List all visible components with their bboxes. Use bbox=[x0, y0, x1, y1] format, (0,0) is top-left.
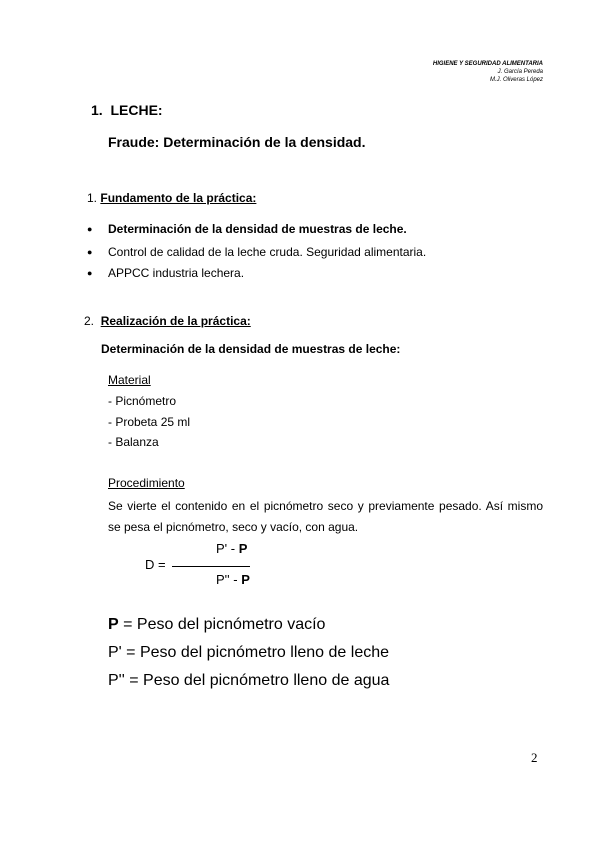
material-item: - Picnómetro bbox=[108, 394, 177, 408]
main-heading bbox=[91, 102, 163, 118]
definition-text: = Peso del picnómetro vacío bbox=[118, 616, 326, 633]
procedure-text: Se vierte el contenido en el picnómetro seco y previamente pesado. Así mismo se pesa el picnómetro, seco y vacío, con agua. bbox=[108, 499, 543, 534]
definition-symbol: P' bbox=[108, 644, 122, 661]
main-subtitle: Fraude: Determinación de la densidad. bbox=[108, 134, 366, 150]
definition-line bbox=[108, 644, 389, 662]
formula-denominator bbox=[216, 572, 250, 587]
main-heading-number: 1. bbox=[91, 102, 103, 118]
page-number: 2 bbox=[531, 750, 538, 765]
material-item: - Balanza bbox=[108, 435, 159, 449]
bullet-dot-icon: ● bbox=[87, 268, 93, 278]
bullet-item bbox=[87, 245, 426, 259]
formula-numerator-b: P bbox=[238, 541, 248, 556]
section-2-title: Realización de la práctica: bbox=[100, 314, 251, 328]
section-2-number: 2. bbox=[84, 314, 95, 328]
formula-lhs: D = bbox=[145, 557, 166, 572]
definition-text: = Peso del picnómetro lleno de leche bbox=[121, 644, 390, 661]
bullet-dot-icon: ● bbox=[87, 224, 93, 234]
procedure-label: Procedimiento bbox=[108, 476, 185, 490]
section-1-heading bbox=[87, 191, 256, 205]
material-label: Material bbox=[108, 373, 151, 387]
formula-denominator-b: P bbox=[241, 572, 250, 587]
section-2-subtitle: Determinación de la densidad de muestras de leche: bbox=[101, 342, 401, 356]
header-author-1: J. García Pereda bbox=[497, 69, 543, 75]
bullet-dot-icon: ● bbox=[87, 247, 93, 257]
formula-numerator bbox=[216, 541, 247, 556]
definition-symbol: P bbox=[108, 616, 119, 633]
fraction-bar bbox=[172, 566, 250, 567]
section-1-number: 1. bbox=[87, 191, 98, 205]
bullet-text: Control de calidad de la leche cruda. Seguridad alimentaria. bbox=[108, 245, 427, 259]
formula-numerator-a: P' - bbox=[216, 541, 239, 556]
section-2-heading bbox=[84, 314, 251, 328]
definition-line bbox=[108, 672, 389, 690]
bullet-text: Determinación de la densidad de muestras de leche. bbox=[108, 222, 407, 236]
material-item: - Probeta 25 ml bbox=[108, 415, 191, 429]
section-1-title: Fundamento de la práctica: bbox=[100, 191, 257, 205]
main-heading-title: LECHE: bbox=[110, 102, 163, 118]
header-author-2: M.J. Oliveras López bbox=[489, 77, 543, 83]
header-course: HIGIENE Y SEGURIDAD ALIMENTARIA bbox=[432, 61, 543, 67]
bullet-item bbox=[87, 222, 407, 236]
formula-denominator-a: P'' - bbox=[216, 572, 242, 587]
definition-text: = Peso del picnómetro lleno de agua bbox=[124, 672, 390, 689]
definition-line bbox=[108, 616, 325, 634]
definition-symbol: P'' bbox=[108, 672, 125, 689]
bullet-item bbox=[87, 266, 244, 280]
bullet-text: APPCC industria lechera. bbox=[108, 266, 245, 280]
